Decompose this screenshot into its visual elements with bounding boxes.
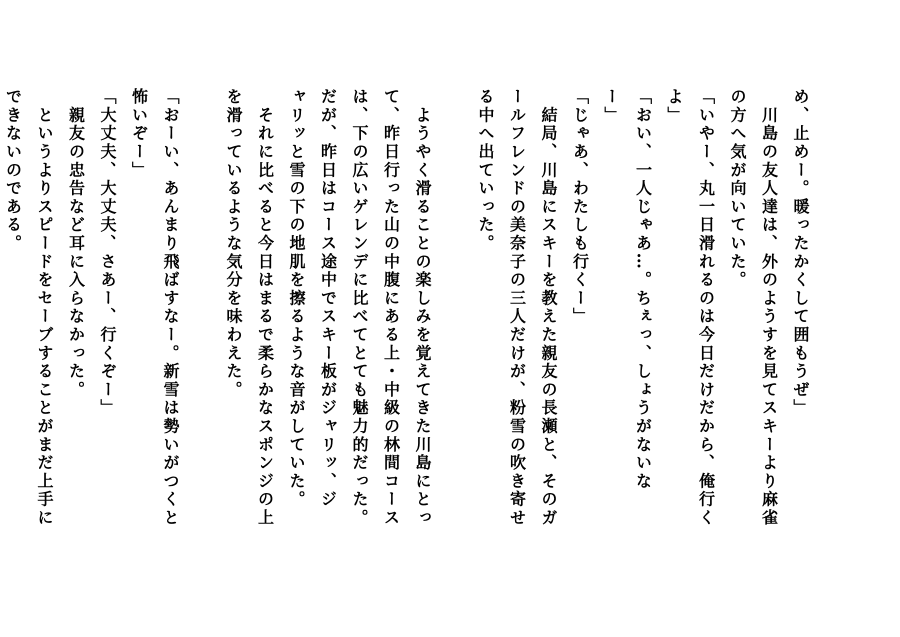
text-line: 川島の友人達は、外のようすを見てスキーより麻雀 (759, 88, 779, 528)
text-line: の方へ気が向いていた。 (728, 88, 747, 290)
text-line: 親友の忠告など耳に入らなかった。 (66, 88, 86, 400)
text-line: て、昨日行った山の中腹にある上・中級の林間コース (381, 88, 401, 528)
text-line: る中へ出ていった。 (476, 88, 495, 253)
text-line: 「おい、一人じゃあ…。ちぇっ、しょうがないな (633, 88, 653, 491)
vertical-text-body (0, 88, 816, 608)
text-line (186, 88, 218, 608)
text-line: ャリッと雪の下の地肌を擦るような音がしていた。 (287, 88, 306, 509)
text-line: を滑っているような気分を味わえた。 (224, 88, 243, 400)
text-line: め、止めー。暖ったかくして囲もうぜ」 (791, 88, 810, 418)
text-line: ようやく滑ることの楽しみを覚えてきた川島にとっ (413, 88, 432, 528)
text-line (438, 88, 470, 608)
text-line: は、下の広いゲレンデに比べてとても魅力的だった。 (350, 88, 369, 528)
text-line: 怖いぞー」 (129, 88, 149, 180)
text-line: というよりスピードをセーブすることがまだ上手に (35, 88, 54, 528)
text-line: 「いやー、丸一日滑れるのは今日だけだから、俺行く (696, 88, 716, 528)
text-line: 「おーい、あんまり飛ばすなー。新雪は勢いがつくと (161, 88, 180, 528)
text-line: ー」 (602, 88, 621, 125)
text-line: それに比べると今日はまるで柔らかなスポンジの上 (255, 88, 275, 528)
text-line: できないのである。 (3, 88, 23, 253)
text-line: 「じゃあ、わたしも行くー」 (570, 88, 590, 326)
text-line: よ」 (665, 88, 684, 125)
text-line: ールフレンドの美奈子の三人だけが、粉雪の吹き寄せ (507, 88, 527, 528)
text-line: 「大丈夫、大丈夫、さあー、行くぞー」 (98, 88, 117, 418)
text-line: 結局、川島にスキーを教えた親友の長瀬と、そのガ (539, 88, 558, 528)
text-line: だが、昨日はコース途中でスキー板がジャリッ、ジ (318, 88, 338, 509)
